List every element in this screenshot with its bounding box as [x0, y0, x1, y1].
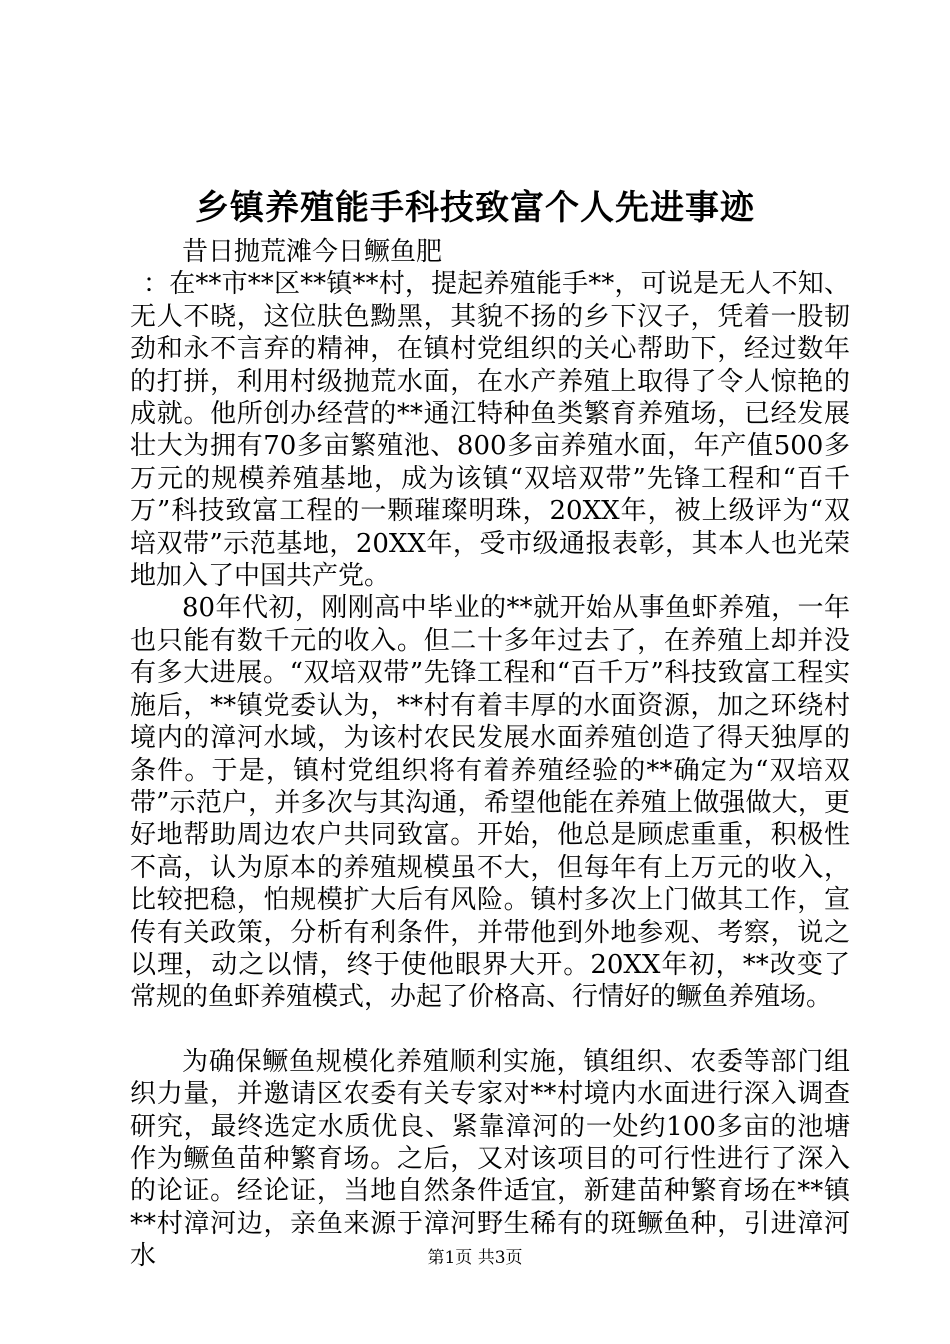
document-subtitle: 昔日抛荒滩今日鳜鱼肥 [182, 237, 443, 267]
paragraph-3: 为确保鳜鱼规模化养殖顺利实施，镇组织、农委等部门组织力量，并邀请区农委有关专家对**村境内水面进行深入调查研究，最终选定水质优良、紧靠漳河的一处约100多亩的池塘作为鳜鱼苗种繁育场。之后，又对该项目的可行性进行了深入的论证。经论证，当地自然条件适宜，新建苗种繁育场在**镇**村漳河边，亲鱼来源于漳河野生稀有的斑鳜鱼种，引进漳河水 [130, 1046, 850, 1272]
paragraph-1: ：在**市**区**镇**村，提起养殖能手**，可说是无人不知、无人不晓，这位肤色黝黑，其貌不扬的乡下汉子，凭着一股韧劲和永不言弃的精神，在镇村党组织的关心帮助下，经过数年的打拼，利用村级抛荒水面，在水产养殖上取得了令人惊艳的成就。他所创办经营的**通江特种鱼类繁育养殖场，已经发展壮大为拥有70多亩繁殖池、800多亩养殖水面，年产值500多万元的规模养殖基地，成为该镇“双培双带”先锋工程和“百千万”科技致富工程的一颗璀璨明珠，20XX年，被上级评为“双培双带”示范基地，20XX年，受市级通报表彰，其本人也光荣地加入了中国共产党。 [130, 269, 850, 592]
page-number-footer: 第1页 共3页 [427, 1248, 523, 1268]
document-body [130, 236, 850, 1273]
document-title: 乡镇养殖能手科技致富个人先进事迹 [195, 188, 755, 228]
paragraph-spacer [130, 1014, 850, 1046]
paragraph-2: 80年代初，刚刚高中毕业的**就开始从事鱼虾养殖，一年也只能有数千元的收入。但二十多年过去了，在养殖上却并没有多大进展。“双培双带”先锋工程和“百千万”科技致富工程实施后，**镇党委认为，**村有着丰厚的水面资源，加之环绕村境内的漳河水域，为该村农民发展水面养殖创造了得天独厚的条件。于是，镇村党组织将有着养殖经验的**确定为“双培双带”示范户，并多次与其沟通，希望他能在养殖上做强做大，更好地帮助周边农户共同致富。开始，他总是顾虑重重，积极性不高，认为原本的养殖规模虽不大，但每年有上万元的收入，比较把稳，怕规模扩大后有风险。镇村多次上门做其工作，宣传有关政策，分析有利条件，并带他到外地参观、考察，说之以理，动之以情，终于使他眼界大开。20XX年初，**改变了常规的鱼虾养殖模式，办起了价格高、行情好的鳜鱼养殖场。 [130, 593, 850, 1013]
